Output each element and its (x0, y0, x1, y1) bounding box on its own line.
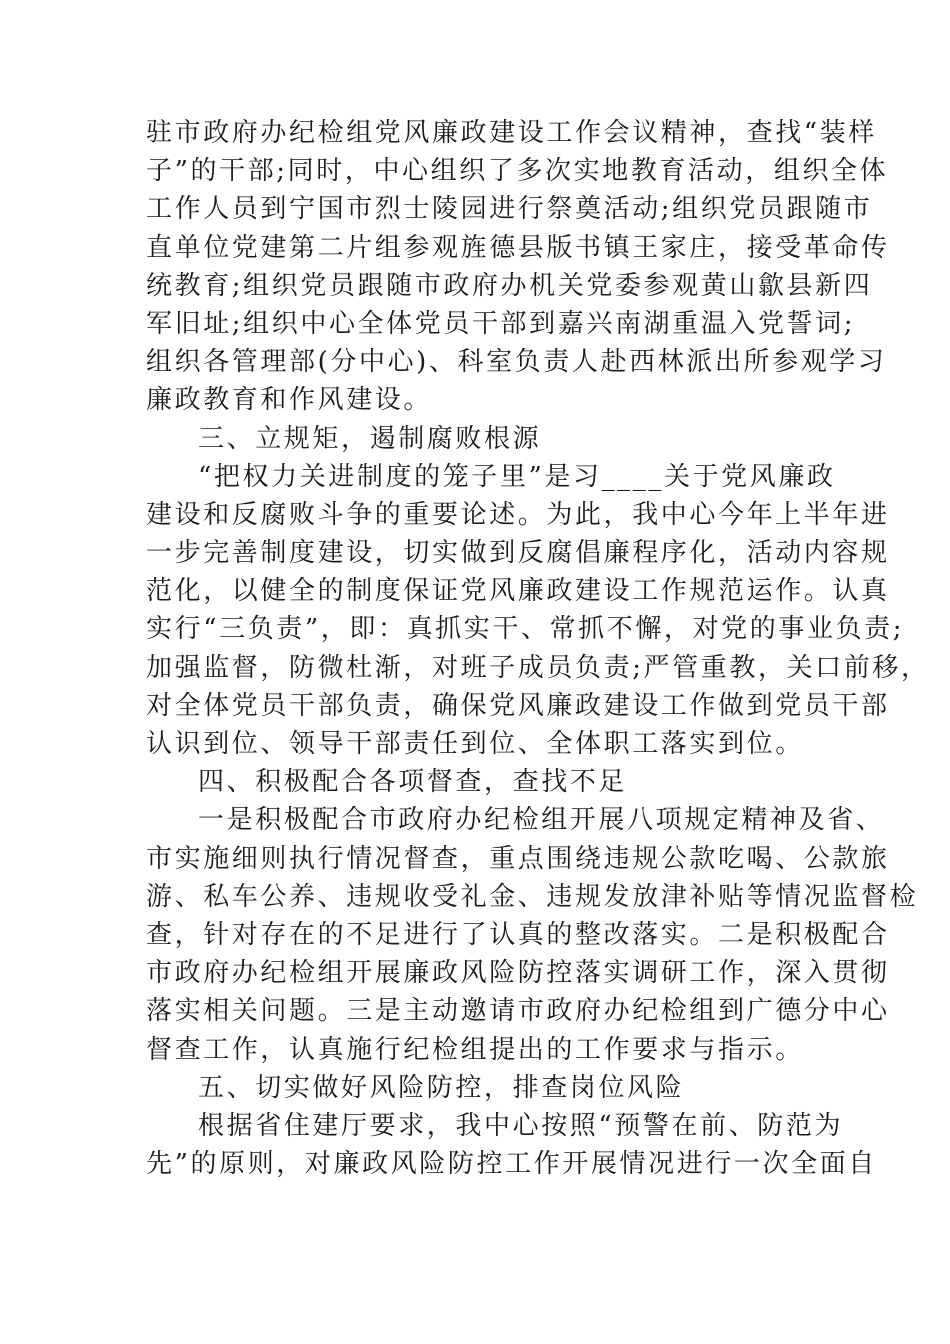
text-line: 工作人员到宁国市烈士陵园进行祭奠活动;组织党员跟随市 (146, 194, 873, 225)
text-line: 落实相关问题。三是主动邀请市政府办纪检组到广德分中心 (146, 996, 890, 1027)
text-line: 统教育;组织党员跟随市政府办机关党委参观黄山歙县新四 (146, 270, 873, 301)
text-line: 子”的干部;同时，中心组织了多次实地教育活动，组织全体 (146, 156, 889, 187)
text-line: 直单位党建第二片组参观旌德县版书镇王家庄，接受革命传 (146, 232, 890, 263)
text-line: 先”的原则，对廉政风险防控工作开展情况进行一次全面自 (146, 1149, 877, 1180)
text-line: 实行“三负责”，即：真抓实干、常抓不懈，对党的事业负责; (146, 614, 905, 645)
paragraph-first-line: 五、切实做好风险防控，排查岗位风险 (198, 1072, 685, 1103)
text-line: 廉政教育和作风建设。 (146, 385, 433, 416)
text-line: 督查工作，认真施行纪检组提出的工作要求与指示。 (146, 1034, 804, 1065)
text-line: 加强监督，防微杜渐，对班子成员负责;严管重教，关口前移， (146, 652, 930, 683)
text-line: 市政府办纪检组开展廉政风险防控落实调研工作，深入贯彻 (146, 958, 890, 989)
paragraph-first-line: 四、积极配合各项督查，查找不足 (198, 767, 628, 798)
paragraph-first-line: 根据省住建厅要求，我中心按照“预警在前、防范为 (198, 1110, 844, 1141)
text-line: 对全体党员干部负责，确保党风廉政建设工作做到党员干部 (146, 690, 890, 721)
text-line: 一步完善制度建设，切实做到反腐倡廉程序化，活动内容规 (146, 538, 890, 569)
text-line: 市实施细则执行情况督查，重点围绕违规公款吃喝、公款旅 (146, 843, 890, 874)
text-line: 范化，以健全的制度保证党风廉政建设工作规范运作。认真 (146, 576, 890, 607)
document-body (146, 114, 930, 1183)
text-line: 驻市政府办纪检组党风廉政建设工作会议精神，查找“装样 (146, 118, 877, 148)
text-line: 认识到位、领导干部责任到位、全体职工落实到位。 (146, 729, 804, 759)
text-line: 组织各管理部(分中心)、科室负责人赴西林派出所参观学习 (146, 347, 887, 378)
paragraph-first-line: 一是积极配合市政府办纪检组开展八项规定精神及省、 (198, 805, 885, 836)
text-line: 建设和反腐败斗争的重要论述。为此，我中心今年上半年进 (146, 499, 890, 530)
paragraph-first-line: 三、立规矩，遏制腐败根源 (198, 423, 542, 454)
text-line: 游、私车公养、违规收受礼金、违规发放津补贴等情况监督检 (146, 881, 919, 912)
text-line: 查，针对存在的不足进行了认真的整改落实。二是积极配合 (146, 919, 890, 950)
paragraph-first-line: “把权力关进制度的笼子里”是习____关于党风廉政 (198, 461, 836, 492)
text-line: 军旧址;组织中心全体党员干部到嘉兴南湖重温入党誓词; (146, 308, 856, 339)
